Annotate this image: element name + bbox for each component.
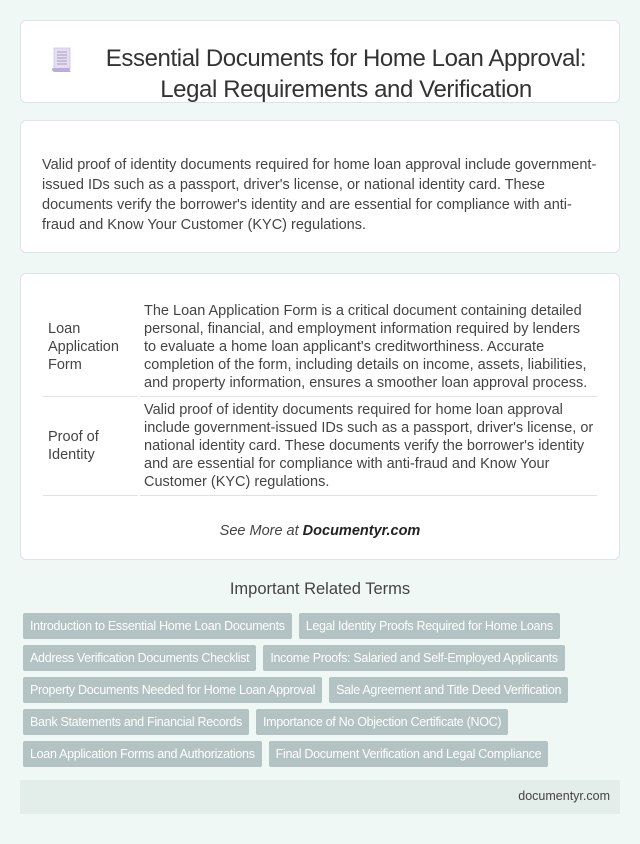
see-more-site[interactable]: Documentyr.com (302, 523, 421, 539)
tag-row (23, 645, 623, 671)
tag-row (23, 613, 623, 639)
description-cell: The Loan Application Form is a critical document containing detailed personal, financial, and employment information required by lenders to evaluate a home loan applicant's creditworthiness. Accurate completion of the form, including details on income, assets, liabilities, and property information, ensures a smoother loan approval process. (140, 298, 597, 397)
related-term-tag[interactable]: Loan Application Forms and Authorizations (23, 741, 262, 767)
documents-table-card (20, 273, 620, 560)
term-cell: Loan Application Form (43, 298, 138, 397)
related-terms-list (23, 613, 623, 773)
document-scroll-icon (51, 47, 73, 73)
related-term-tag[interactable]: Income Proofs: Salaried and Self-Employed Applicants (263, 645, 564, 671)
table-row (43, 298, 597, 397)
related-term-tag[interactable]: Bank Statements and Financial Records (23, 709, 249, 735)
term-cell: Proof of Identity (43, 397, 138, 496)
related-term-tag[interactable]: Final Document Verification and Legal Compliance (269, 741, 549, 767)
footer-site-link[interactable]: documentyr.com (518, 789, 610, 803)
description-cell: Valid proof of identity documents required for home loan approval include government-issued IDs such as a passport, driver's license, or national identity card. These documents verify the borrower's identity and are essential for compliance with anti-fraud and Know Your Customer (KYC) regulations. (140, 397, 597, 496)
related-term-tag[interactable]: Address Verification Documents Checklist (23, 645, 256, 671)
page-title: Essential Documents for Home Loan Approval: Legal Requirements and Verification (105, 45, 587, 103)
related-terms-heading: Important Related Terms (229, 580, 411, 598)
intro-paragraph: Valid proof of identity documents required for home loan approval include government-issued IDs such as a passport, driver's license, or national identity card. These documents verify the borrower's identity and are essential for compliance with anti-fraud and Know Your Customer (KYC) regulations. (42, 157, 597, 233)
related-term-tag[interactable]: Legal Identity Proofs Required for Home Loans (299, 613, 560, 639)
tag-row (23, 677, 623, 703)
table-row (43, 397, 597, 496)
see-more-link[interactable] (21, 523, 619, 539)
related-term-tag[interactable]: Introduction to Essential Home Loan Documents (23, 613, 292, 639)
tag-row (23, 741, 623, 767)
see-more-prefix: See More at (219, 523, 303, 539)
header-card (20, 20, 620, 103)
related-term-tag[interactable]: Property Documents Needed for Home Loan Approval (23, 677, 322, 703)
tag-row (23, 709, 623, 735)
related-term-tag[interactable]: Sale Agreement and Title Deed Verification (329, 677, 568, 703)
documents-table (41, 298, 599, 496)
related-term-tag[interactable]: Importance of No Objection Certificate (NOC) (256, 709, 508, 735)
footer (20, 780, 620, 814)
intro-card (20, 120, 620, 253)
